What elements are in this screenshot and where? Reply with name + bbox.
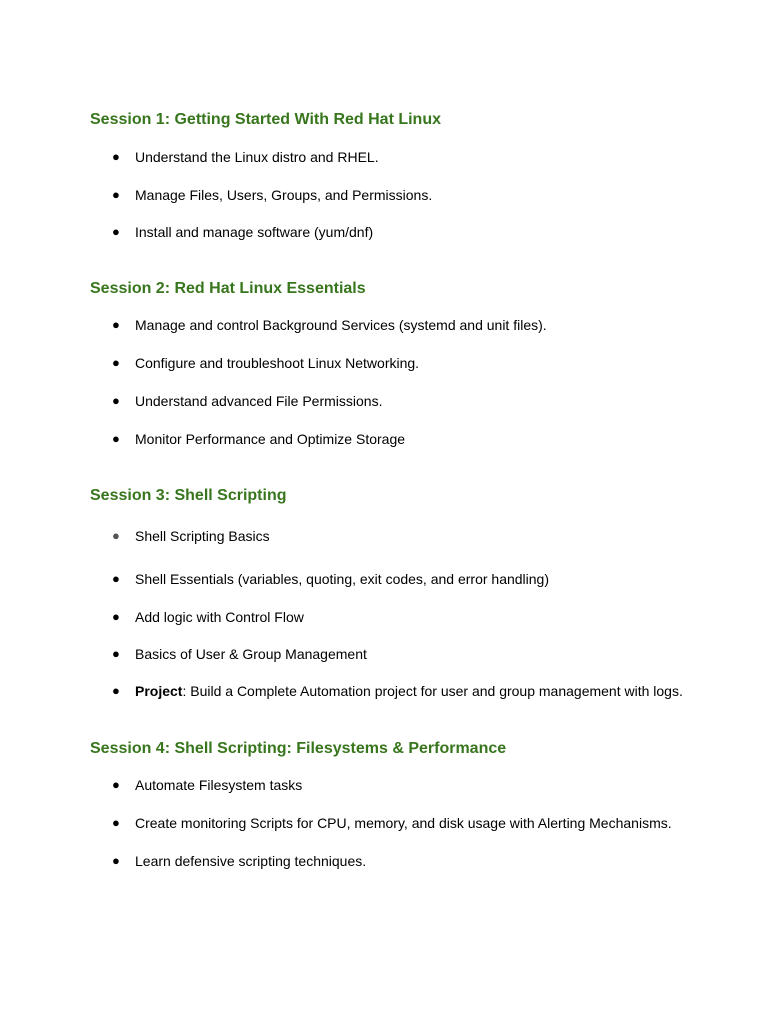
project-description: : Build a Complete Automation project for user and group management with logs. <box>182 683 683 699</box>
bullet-icon: ● <box>112 431 120 446</box>
list-item <box>90 315 750 335</box>
session-1-heading: Session 1: Getting Started With Red Hat Linux <box>90 111 441 128</box>
list-item-text: Shell Essentials (variables, quoting, exit codes, and error handling) <box>135 571 550 587</box>
list-item <box>90 185 750 205</box>
bullet-icon: ● <box>112 571 120 586</box>
list-item-text: Understand the Linux distro and RHEL. <box>135 149 379 165</box>
bullet-icon: ● <box>112 853 120 868</box>
list-item-text: Configure and troubleshoot Linux Networking. <box>135 355 420 371</box>
list-item <box>90 775 750 795</box>
list-item <box>90 353 750 373</box>
bullet-icon: ● <box>112 777 120 792</box>
bullet-icon: ● <box>112 393 120 408</box>
session-3-heading: Session 3: Shell Scripting <box>90 487 287 504</box>
bullet-icon: ● <box>112 528 120 543</box>
list-item <box>90 526 750 546</box>
bullet-icon: ● <box>112 149 120 164</box>
bullet-icon: ● <box>112 317 120 332</box>
list-item-text: Add logic with Control Flow <box>135 609 304 625</box>
list-item <box>90 644 750 664</box>
list-item <box>90 147 750 167</box>
list-item-text: Monitor Performance and Optimize Storage <box>135 431 406 447</box>
list-item <box>90 607 750 627</box>
list-item <box>90 851 750 871</box>
list-item <box>90 813 750 833</box>
bullet-icon: ● <box>112 609 120 624</box>
bullet-icon: ● <box>112 815 120 830</box>
list-item-text <box>135 681 683 701</box>
session-4-heading: Session 4: Shell Scripting: Filesystems & Performance <box>90 740 507 757</box>
list-item-text: Manage and control Background Services (systemd and unit files). <box>135 317 547 333</box>
list-item-text: Install and manage software (yum/dnf) <box>135 224 374 240</box>
list-item-text: Manage Files, Users, Groups, and Permissions. <box>135 187 433 203</box>
bullet-icon: ● <box>112 683 120 698</box>
list-item-text: Learn defensive scripting techniques. <box>135 853 367 869</box>
list-item <box>90 681 750 701</box>
bullet-icon: ● <box>112 187 120 202</box>
list-item-text: Automate Filesystem tasks <box>135 777 303 793</box>
list-item-text: Understand advanced File Permissions. <box>135 393 383 409</box>
list-item <box>90 569 750 589</box>
project-label: Project <box>135 683 183 699</box>
list-item-text: Create monitoring Scripts for CPU, memory, and disk usage with Alerting Mechanisms. <box>135 815 672 831</box>
bullet-icon: ● <box>112 224 120 239</box>
list-item <box>90 222 750 242</box>
list-item <box>90 391 750 411</box>
bullet-icon: ● <box>112 355 120 370</box>
list-item-text: Shell Scripting Basics <box>135 528 270 544</box>
list-item-text: Basics of User & Group Management <box>135 646 367 662</box>
list-item <box>90 429 750 449</box>
session-2-heading: Session 2: Red Hat Linux Essentials <box>90 280 366 297</box>
bullet-icon: ● <box>112 646 120 661</box>
